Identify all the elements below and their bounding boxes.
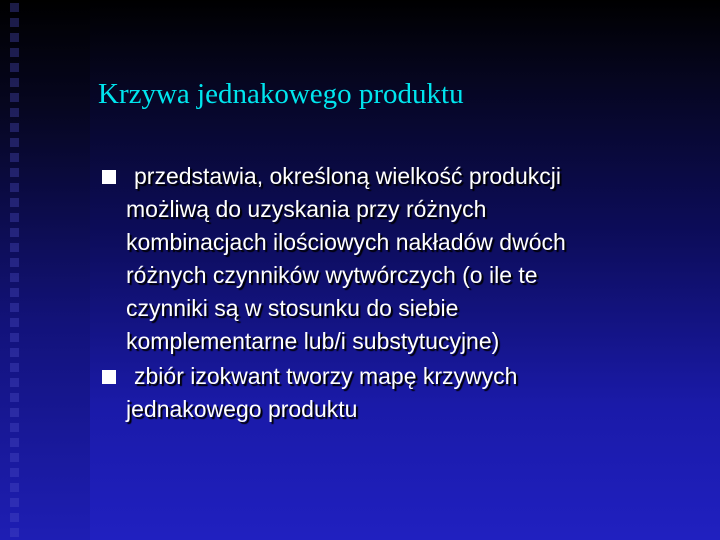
decorative-square <box>10 333 19 342</box>
bullet-2-line-2: jednakowego produktu <box>126 396 358 422</box>
decorative-square <box>10 48 19 57</box>
square-bullet-icon <box>102 370 116 384</box>
slide-title: Krzywa jednakowego produktu <box>98 78 464 110</box>
bullet-text-2 <box>126 360 700 426</box>
decorative-square <box>10 498 19 507</box>
decorative-square <box>10 138 19 147</box>
decorative-square <box>10 438 19 447</box>
bullet-item-1 <box>100 160 700 358</box>
left-decorative-strip <box>0 0 90 540</box>
decorative-square <box>10 423 19 432</box>
decorative-square <box>10 408 19 417</box>
bullet-1-line-1: przedstawia, określoną wielkość produkcji <box>134 163 561 189</box>
bullet-text-1 <box>126 160 700 358</box>
decorative-square <box>10 153 19 162</box>
bullet-1-line-2: możliwą do uzyskania przy różnych <box>126 196 487 222</box>
decorative-square <box>10 63 19 72</box>
bullet-2-line-1: zbiór izokwant tworzy mapę krzywych <box>134 363 518 389</box>
decorative-square <box>10 93 19 102</box>
decorative-square <box>10 183 19 192</box>
decorative-square <box>10 513 19 522</box>
decorative-square <box>10 258 19 267</box>
decorative-square <box>10 318 19 327</box>
decorative-square <box>10 363 19 372</box>
decorative-square <box>10 528 19 537</box>
slide-content <box>100 160 700 428</box>
decorative-square <box>10 18 19 27</box>
decorative-square <box>10 228 19 237</box>
decorative-square <box>10 198 19 207</box>
decorative-square <box>10 378 19 387</box>
decorative-square <box>10 168 19 177</box>
decorative-square <box>10 303 19 312</box>
decorative-square <box>10 3 19 12</box>
bullet-1-line-3: kombinacjach ilościowych nakładów dwóch <box>126 229 566 255</box>
bullet-1-line-5: czynniki są w stosunku do siebie <box>126 295 459 321</box>
decorative-square <box>10 453 19 462</box>
square-bullet-icon <box>102 170 116 184</box>
decorative-square <box>10 393 19 402</box>
bullet-1-line-6: komplementarne lub/i substytucyjne) <box>126 328 500 354</box>
decorative-square <box>10 468 19 477</box>
decorative-square <box>10 243 19 252</box>
decorative-square-column <box>4 0 24 540</box>
decorative-square <box>10 108 19 117</box>
decorative-square <box>10 483 19 492</box>
decorative-square <box>10 123 19 132</box>
decorative-square <box>10 348 19 357</box>
bullet-1-line-4: różnych czynników wytwórczych (o ile te <box>126 262 538 288</box>
bullet-item-2 <box>100 360 700 426</box>
decorative-square <box>10 78 19 87</box>
decorative-square <box>10 273 19 282</box>
decorative-square <box>10 288 19 297</box>
decorative-square <box>10 33 19 42</box>
decorative-square <box>10 213 19 222</box>
